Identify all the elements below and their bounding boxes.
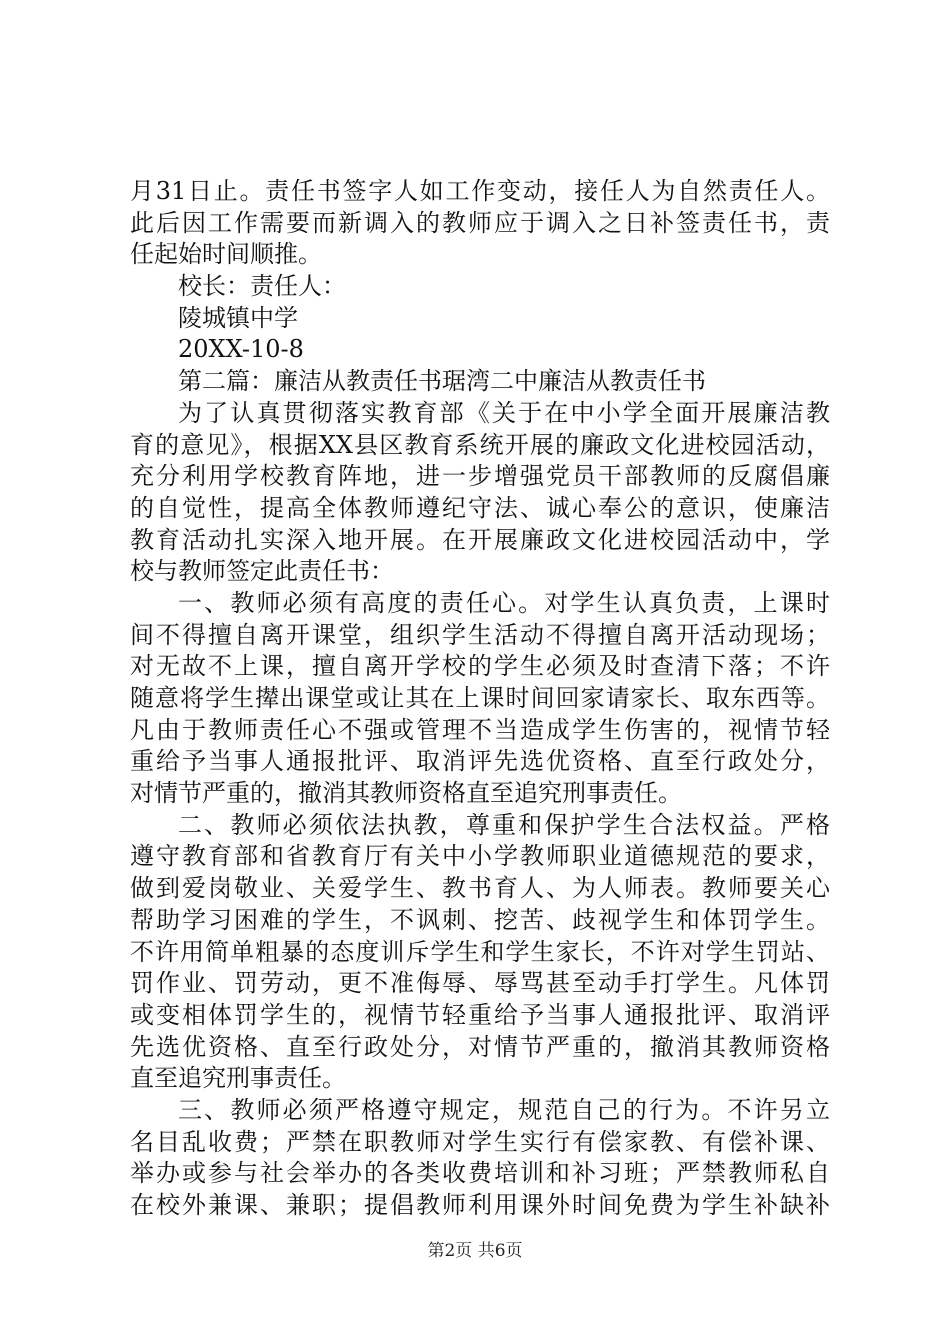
- text-line: 凡由于教师责任心不强或管理不当造成学生伤害的，视情节轻: [130, 715, 830, 744]
- text-line: 罚作业、罚劳动，更不准侮辱、辱骂甚至动手打学生。凡体罚: [130, 969, 830, 998]
- text-line: 陵城镇中学: [178, 303, 298, 332]
- text-line: 此后因工作需要而新调入的教师应于调入之日补签责任书，责: [130, 208, 830, 237]
- text-line: 名目乱收费；严禁在职教师对学生实行有偿家教、有偿补课、: [130, 1127, 830, 1156]
- text-line: 的自觉性，提高全体教师遵纪守法、诚心奉公的意识，使廉洁: [130, 493, 830, 522]
- text-line: 遵守教育部和省教育厅有关中小学教师职业道德规范的要求，: [130, 842, 830, 871]
- document-body: [130, 176, 830, 1222]
- text-line: 帮助学习困难的学生，不讽刺、挖苦、歧视学生和体罚学生。: [130, 905, 830, 934]
- text-line: 先选优资格、直至行政处分，对情节严重的，撤消其教师资格: [130, 1032, 830, 1061]
- text-line: 20XX-10-8: [178, 335, 304, 364]
- text-line: 校与教师签定此责任书：: [130, 557, 394, 586]
- text-line: 三、教师必须严格遵守规定，规范自己的行为。不许另立: [178, 1095, 830, 1124]
- text-line: 第二篇：廉洁从教责任书琚湾二中廉洁从教责任书: [178, 367, 706, 396]
- page-footer: 第2页 共6页: [427, 1241, 523, 1261]
- text-line: 充分利用学校教育阵地，进一步增强党员干部教师的反腐倡廉: [130, 462, 830, 491]
- text-line: 直至追究刑事责任。: [130, 1064, 346, 1093]
- text-line: 不许用简单粗暴的态度训斥学生和学生家长，不许对学生罚站、: [130, 937, 830, 966]
- text-line: 在校外兼课、兼职；提倡教师利用课外时间免费为学生补缺补: [130, 1191, 830, 1219]
- text-line: 校长：责任人：: [178, 272, 346, 301]
- text-line: 育的意见》，根据XX县区教育系统开展的廉政文化进校园活动，: [130, 430, 830, 459]
- text-line: 举办或参与社会举办的各类收费培训和补习班；严禁教师私自: [130, 1159, 830, 1188]
- text-line: 一、教师必须有高度的责任心。对学生认真负责，上课时: [178, 588, 830, 617]
- text-line: 二、教师必须依法执教，尊重和保护学生合法权益。严格: [178, 810, 830, 839]
- text-line: 对无故不上课，擅自离开学校的学生必须及时查清下落；不许: [130, 652, 830, 681]
- text-line: 任起始时间顺推。: [130, 240, 322, 269]
- text-line: 月31日止。责任书签字人如工作变动，接任人为自然责任人。: [130, 177, 830, 205]
- text-line: 对情节严重的，撤消其教师资格直至追究刑事责任。: [130, 779, 682, 808]
- text-line: 随意将学生撵出课堂或让其在上课时间回家请家长、取东西等。: [130, 684, 830, 712]
- text-line: 或变相体罚学生的，视情节轻重给予当事人通报批评、取消评: [130, 1000, 830, 1029]
- text-line: 间不得擅自离开课堂，组织学生活动不得擅自离开活动现场；: [130, 620, 830, 649]
- text-line: 做到爱岗敬业、关爱学生、教书育人、为人师表。教师要关心: [130, 874, 830, 903]
- text-line: 为了认真贯彻落实教育部《关于在中小学全面开展廉洁教: [178, 398, 830, 427]
- text-line: 教育活动扎实深入地开展。在开展廉政文化进校园活动中，学: [130, 525, 830, 554]
- text-line: 重给予当事人通报批评、取消评先选优资格、直至行政处分，: [130, 747, 830, 776]
